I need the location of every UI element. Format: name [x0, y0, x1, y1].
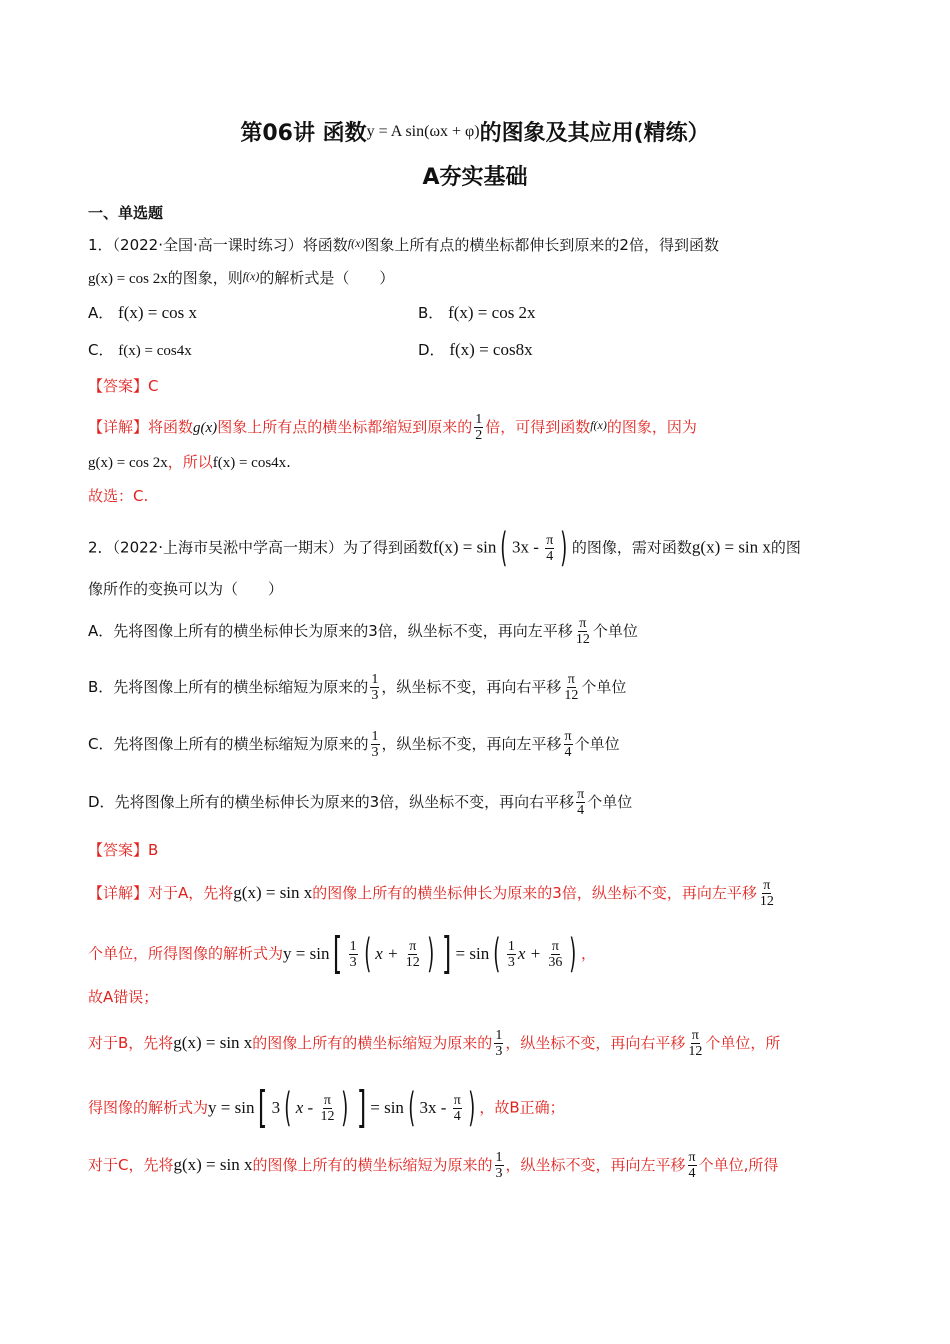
q2-dA-eq: = sin: [455, 943, 490, 963]
q2-dB5: 得图像的解析式为: [88, 1098, 209, 1117]
q1-line1: [88, 231, 862, 257]
q1-option-c: [88, 338, 192, 363]
q2-dC-frac13: [495, 1150, 504, 1181]
q2-dA-y: y = sin: [283, 943, 330, 963]
q2-dA-bracket-right: ]: [442, 928, 452, 979]
q2-dA-frac: [759, 878, 775, 909]
q2-dC-frac-pi4: [688, 1150, 697, 1181]
q2-dA-frac13: [349, 939, 358, 970]
q2-dA-expr: [283, 928, 581, 979]
q1-detail-line2: [88, 450, 862, 475]
q2-dB-4: 4: [453, 1108, 461, 1124]
q1-text2: 的图象，则: [167, 269, 243, 287]
q2-option-c-post: 个单位: [574, 735, 620, 753]
q2-dB4: 个单位，所: [705, 1034, 781, 1052]
q1-answer: 【答案】C: [88, 377, 159, 395]
q1-option-b: [418, 301, 536, 325]
q1-number: 1．: [88, 236, 113, 254]
q2-dB-frac-pi4: [453, 1093, 462, 1124]
q2-dB-paren-l2: (: [408, 1085, 416, 1131]
q1-detail3: 倍，可得到函数: [485, 418, 591, 436]
q2-option-a-label: A．: [88, 622, 114, 640]
q2-dB-bracket-l: [: [258, 1082, 268, 1133]
q1-option-d-expr: f(x) = cos8x: [449, 340, 533, 359]
q2-option-d-frac: [576, 787, 585, 818]
q2-option-c-pre: 先将图像上所有的横坐标缩短为原来的: [113, 735, 369, 753]
q2-option-b-pre: 先将图像上所有的横坐标缩短为原来的: [113, 678, 369, 696]
q2-source: （2022·上海市吴淞中学高一期末）为了得到函数: [112, 538, 433, 557]
q2-number: 2．: [88, 538, 113, 557]
q2-option-d: [88, 787, 862, 818]
q2-dA-pi: π: [409, 938, 417, 954]
q2-dA-num: π: [763, 878, 771, 893]
q2-f-inner: 3x -: [512, 537, 544, 557]
q2-detail-a-line2: [88, 928, 862, 979]
q2-f-frac-num: π: [546, 532, 554, 548]
q1-detail1: 将函数: [148, 418, 194, 436]
q1-g: g(x) = cos 2x: [88, 271, 168, 287]
q2-dC-3: 3: [495, 1166, 503, 1181]
q1-option-a-label: A．: [88, 304, 114, 322]
q2-option-b-fden: 3: [371, 688, 379, 703]
q2-dB-1: 1: [495, 1028, 503, 1043]
q2-dA-paren-l2: (: [493, 931, 501, 977]
q2-option-c-den: 4: [564, 745, 572, 760]
q2-dA-paren-r2: ): [569, 931, 577, 977]
q1-frac-num: 1: [475, 412, 483, 427]
q2-dC-pi: π: [688, 1150, 696, 1165]
q2-dB2: 的图像上所有的横坐标缩短为原来的: [252, 1034, 493, 1052]
q2-line1: [88, 525, 862, 571]
q1-option-d-label: D．: [418, 341, 445, 359]
q2-option-c-frac1: [371, 729, 380, 760]
q2-option-c-frac2: [564, 729, 573, 760]
q2-option-d-pre: 先将图像上所有的横坐标伸长为原来的3倍，纵坐标不变，再向右平移: [114, 793, 575, 811]
q2-dA-g: g(x) = sin x: [233, 883, 313, 902]
q2-dB-g: g(x) = sin x: [173, 1033, 253, 1052]
q2-dB-pi3: π: [453, 1092, 461, 1108]
q1-detail-fraction: [474, 412, 483, 443]
q2-dB3: ，纵坐标不变，再向右平移: [505, 1034, 686, 1052]
q2-dB-paren-r: ): [341, 1085, 349, 1131]
q2-dA3: 个单位，所得图像的解析式为: [88, 944, 284, 963]
q2-dB-frac-pi12b: [319, 1093, 335, 1124]
q1-detail-line1: [88, 412, 862, 443]
q2-dC2: 的图像上所有的横坐标缩短为原来的: [252, 1156, 493, 1174]
q2-dA1: 对于A，先将: [148, 884, 234, 902]
q2-option-b-mid: ，纵坐标不变，再向右平移: [381, 678, 562, 696]
page-title: [0, 116, 950, 147]
q2-dA-3: 3: [349, 954, 357, 970]
q2-paren-right: ): [560, 525, 568, 571]
q2-dC-1: 1: [495, 1150, 503, 1165]
q2-option-c: [88, 729, 862, 760]
q2-option-b-frac1: [370, 672, 379, 703]
q2-option-a-pre: 先将图像上所有的横坐标伸长为原来的3倍，纵坐标不变，再向左平移: [113, 622, 573, 640]
q2-option-b-label: B．: [88, 678, 114, 696]
q2-option-c-fden: 3: [371, 745, 379, 760]
q2-answer: 【答案】B: [88, 841, 159, 859]
q2-dA-den: 12: [759, 894, 774, 909]
q2-line2: 像所作的变换可以为（ ）: [88, 580, 284, 598]
q2-f-expr: f(x) = sin: [433, 537, 497, 557]
q1-detail4: 的图象，因为: [606, 418, 697, 436]
q2-dA-end: ，: [580, 944, 596, 963]
q1-line2: [88, 264, 862, 291]
q2-option-b-post: 个单位: [581, 678, 627, 696]
q1-detail2: 图象上所有点的横坐标都缩短到原来的: [217, 418, 473, 436]
q2-dC3: ，纵坐标不变，再向左平移: [505, 1156, 686, 1174]
q2-option-c-num: π: [564, 729, 572, 744]
q1-detail5: ，所以: [167, 453, 213, 471]
q2-detail-a-line1: [88, 878, 862, 909]
q1-frac-den: 2: [475, 428, 483, 443]
q2-dA-pi2: π: [551, 938, 559, 954]
q2-option-c-fnum: 1: [371, 729, 379, 744]
q2-option-b-num: π: [567, 672, 575, 687]
q2-option-a: [88, 616, 862, 647]
q2-dB-frac-pi12: [687, 1028, 703, 1059]
q1-option-c-expr: f(x) = cos4x: [118, 343, 192, 359]
q1-detail-g: g(x): [193, 420, 218, 436]
q2-dB-pi2: π: [323, 1092, 331, 1108]
q1-option-b-label: B．: [418, 304, 444, 322]
q2-option-d-label: D．: [88, 793, 115, 811]
q2-dB-bracket-r: ]: [356, 1082, 367, 1133]
q2-detail-b-line1: [88, 1028, 862, 1059]
q2-option-a-den: 12: [575, 632, 590, 647]
page-subtitle: A夯实基础: [422, 165, 528, 190]
title-text-post: 的图象及其应用(精练）: [479, 121, 710, 146]
q2-option-d-post: 个单位: [587, 793, 633, 811]
q2-dA2: 的图像上所有的横坐标伸长为原来的3倍，纵坐标不变，再向左平移: [312, 884, 757, 902]
q1-option-a: [88, 301, 197, 325]
q2-dB-paren-l: (: [284, 1085, 292, 1131]
q2-detail-tag: 【详解】: [88, 884, 149, 902]
q2-dB-y: y = sin: [208, 1097, 255, 1117]
q2-dA-x: x +: [375, 943, 403, 963]
q2-text1: 的图像，需对函数: [571, 538, 692, 557]
q2-option-b-frac2: [563, 672, 579, 703]
q2-dC4: 个单位,所得: [698, 1156, 779, 1174]
q1-conclusion: 故选：C.: [88, 487, 149, 505]
q2-dA-paren-l: (: [363, 931, 371, 977]
q2-dA-frac13b: [507, 939, 516, 970]
q1-detail-g2: g(x) = cos 2x: [88, 455, 168, 471]
q1-f2: f(x): [242, 269, 260, 283]
q2-dB-eq: = sin: [370, 1097, 404, 1117]
q2-dC-4: 4: [688, 1166, 696, 1181]
q1-option-a-expr: f(x) = cos x: [118, 303, 198, 322]
q2-option-a-post: 个单位: [592, 622, 638, 640]
q2-dB-12: 12: [688, 1044, 703, 1059]
q2-dA-12: 12: [405, 954, 420, 970]
q1-option-c-label: C．: [88, 341, 114, 359]
q2-dB-in2: x -: [295, 1097, 318, 1117]
q2-dA-3b: 3: [507, 954, 515, 970]
q1-detail-tag: 【详解】: [88, 418, 149, 436]
q2-f-frac-den: 4: [546, 548, 554, 564]
q2-detail-a-wrong: 故A错误；: [88, 988, 159, 1006]
q2-option-c-label: C．: [88, 735, 114, 753]
q2-dB-expr: [208, 1082, 479, 1133]
q2-dB1: 对于B，先将: [88, 1034, 174, 1052]
q1-text1: 图象上所有点的横坐标都伸长到原来的2倍，得到函数: [364, 236, 719, 254]
q2-option-d-num: π: [577, 787, 585, 802]
q2-dB-frac13: [494, 1028, 503, 1059]
q1-source: （2022·全国·高一课时练习）将函数: [112, 236, 348, 254]
title-formula: y = A sin(ωx + φ): [366, 123, 480, 140]
q2-option-b-fnum: 1: [371, 672, 379, 687]
q2-text2: 的图: [770, 538, 801, 557]
q2-g-expr: g(x) = sin x: [691, 537, 771, 557]
q2-detail-b-line2: [88, 1082, 862, 1133]
q2-dA-1: 1: [349, 938, 357, 954]
q1-f: f(x): [347, 236, 365, 250]
q2-option-a-frac: [575, 616, 591, 647]
q1-text3: 的解析式是（ ）: [259, 269, 395, 287]
q2-paren-left: (: [500, 525, 508, 571]
q1-detail6: .: [286, 453, 291, 471]
q2-option-d-den: 4: [577, 803, 585, 818]
q2-dA-bracket-left: [: [333, 928, 343, 979]
q2-dB-paren-r2: ): [468, 1085, 476, 1131]
q2-dA-paren-r: ): [427, 931, 435, 977]
q2-option-a-num: π: [579, 616, 587, 631]
q2-dB-in3: 3x -: [419, 1097, 451, 1117]
q2-dA-frac-pi12: [405, 939, 421, 970]
q2-dB-right: ，故B正确；: [479, 1098, 565, 1117]
section-heading: 一、单选题: [88, 204, 164, 222]
q2-dB-12b: 12: [320, 1108, 335, 1124]
q2-option-c-mid: ，纵坐标不变，再向左平移: [381, 735, 562, 753]
q1-option-b-expr: f(x) = cos 2x: [448, 303, 536, 322]
q2-option-b: [88, 672, 862, 703]
q2-dB-in1: 3: [271, 1097, 281, 1117]
q2-dA-1b: 1: [507, 938, 515, 954]
q2-dA-frac-pi36: [547, 939, 563, 970]
q2-dC-g: g(x) = sin x: [173, 1155, 253, 1174]
q2-dA-x2: x +: [517, 943, 546, 963]
q2-dA-36: 36: [548, 954, 563, 970]
q2-dB-3: 3: [495, 1044, 503, 1059]
q1-detail-f: f(x): [590, 418, 607, 432]
q1-detail-f2: f(x) = cos4x: [212, 455, 287, 471]
q2-dB-pi: π: [691, 1028, 699, 1043]
q2-option-b-den: 12: [564, 688, 579, 703]
title-text-pre: 第06讲 函数: [240, 121, 367, 146]
q2-detail-c-line1: [88, 1150, 862, 1181]
q2-f-frac: [545, 533, 554, 564]
q1-option-d: [418, 338, 533, 362]
q2-dC1: 对于C，先将: [88, 1156, 174, 1174]
